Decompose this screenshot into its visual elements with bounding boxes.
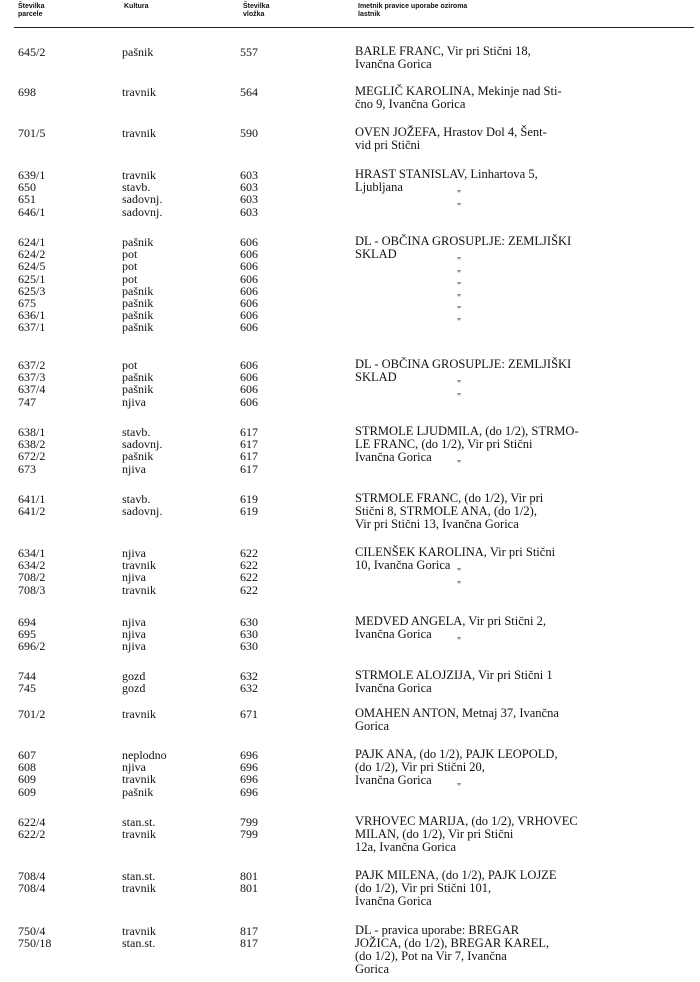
culture: stan.st. xyxy=(122,869,156,883)
entry-number: 696 xyxy=(240,760,258,775)
entry-number: 606 xyxy=(240,296,258,310)
entry-number: 606 xyxy=(240,308,258,323)
entry-number: 606 xyxy=(240,320,258,335)
entry-number: 619 xyxy=(240,504,258,519)
parcel-number: 608 xyxy=(18,760,36,775)
entry-number: 630 xyxy=(240,615,258,629)
parcel-number: 672/2 xyxy=(18,449,46,464)
culture: njiva xyxy=(122,546,146,560)
culture: travnik xyxy=(122,707,156,721)
parcel-number: 641/1 xyxy=(18,492,46,506)
entry-number: 671 xyxy=(240,707,258,721)
parcel-number: 624/1 xyxy=(18,235,46,249)
culture: njiva xyxy=(122,760,146,775)
header-owner: Imetnik pravice uporabe oziroma lastnik xyxy=(358,3,468,18)
entry-number: 617 xyxy=(240,461,258,476)
owner-text: CILENŠEK KAROLINA, Vir pri Stični 10, Ivančna Gorica xyxy=(355,545,556,572)
ditto-mark: " xyxy=(457,567,462,579)
parcel-number: 607 xyxy=(18,748,36,762)
entry-number: 590 xyxy=(240,126,258,140)
culture: pašnik xyxy=(122,370,154,385)
culture: pašnik xyxy=(122,45,154,59)
entry-number: 606 xyxy=(240,394,258,409)
entry-number: 622 xyxy=(240,570,258,585)
owner-text: STRMOLE ALOJZIJA, Vir pri Stični 1 Ivančna Gorica xyxy=(355,668,553,695)
culture: travnik xyxy=(122,168,156,182)
entry-number: 606 xyxy=(240,370,258,385)
parcel-number: 645/2 xyxy=(18,45,46,59)
ditto-mark: " xyxy=(457,305,462,317)
ditto-mark: " xyxy=(457,293,462,304)
parcel-number: 637/2 xyxy=(18,358,46,372)
parcel-number: 675 xyxy=(18,296,36,310)
parcel-number: 708/4 xyxy=(18,881,46,896)
entry-number: 564 xyxy=(240,85,258,99)
culture: stavb. xyxy=(122,425,151,439)
entry-number: 632 xyxy=(240,681,258,696)
entry-number: 817 xyxy=(240,924,258,938)
entry-number: 603 xyxy=(240,168,258,182)
entry-number: 603 xyxy=(240,204,258,219)
parcel-number: 750/4 xyxy=(18,924,46,938)
culture: pot xyxy=(122,259,138,274)
parcel-number: 650 xyxy=(18,180,36,195)
parcel-number: 646/1 xyxy=(18,204,46,219)
ditto-mark: " xyxy=(457,256,462,268)
entry-number: 619 xyxy=(240,492,258,506)
entry-number: 557 xyxy=(240,45,258,59)
culture: sadovnj. xyxy=(122,504,163,519)
culture: travnik xyxy=(122,924,156,938)
owner-text: HRAST STANISLAV, Linhartova 5, Ljubljana xyxy=(355,167,538,194)
ditto-mark: " xyxy=(457,201,462,213)
parcel-number: 708/3 xyxy=(18,582,46,597)
culture: pot xyxy=(122,358,138,372)
entry-number: 617 xyxy=(240,437,258,452)
culture: travnik xyxy=(122,881,156,896)
culture: neplodno xyxy=(122,748,167,762)
owner-text: VRHOVEC MARIJA, (do 1/2), VRHOVEC MILAN, (do 1/2), Vir pri Stični 12a, Ivančna Gorica xyxy=(355,814,578,854)
parcel-number: 745 xyxy=(18,681,36,696)
parcel-number: 651 xyxy=(18,192,36,207)
parcel-number: 622/4 xyxy=(18,815,46,829)
parcel-number: 708/2 xyxy=(18,570,46,585)
header-culture: Kultura xyxy=(124,3,149,10)
owner-text: OMAHEN ANTON, Metnaj 37, Ivančna Gorica xyxy=(355,706,559,733)
owner-text: BARLE FRANC, Vir pri Stični 18, Ivančna Gorica xyxy=(355,44,531,71)
parcel-number: 636/1 xyxy=(18,308,46,323)
culture: pot xyxy=(122,247,138,262)
entry-number: 617 xyxy=(240,449,258,464)
entry-number: 622 xyxy=(240,558,258,573)
ditto-mark: " xyxy=(457,458,462,470)
entry-number: 606 xyxy=(240,382,258,397)
owner-text: MEDVED ANGELA, Vir pri Stični 2, Ivančna Gorica xyxy=(355,614,547,641)
entry-number: 801 xyxy=(240,881,258,896)
parcel-number: 641/2 xyxy=(18,504,46,519)
ditto-mark: " xyxy=(457,280,462,292)
parcel-number: 637/1 xyxy=(18,320,46,335)
ditto-mark: " xyxy=(457,379,462,391)
culture: travnik xyxy=(122,85,156,99)
ditto-mark: " xyxy=(457,391,462,403)
entry-number: 606 xyxy=(240,259,258,274)
entry-number: 801 xyxy=(240,869,258,883)
culture: sadovnj. xyxy=(122,204,163,219)
table-header xyxy=(0,0,700,28)
culture: njiva xyxy=(122,394,146,409)
entry-number: 606 xyxy=(240,358,258,372)
culture: gozd xyxy=(122,681,146,696)
ditto-mark: " xyxy=(457,268,462,280)
entry-number: 606 xyxy=(240,283,258,298)
ditto-mark: " xyxy=(457,317,462,329)
entry-number: 603 xyxy=(240,192,258,207)
entry-number: 799 xyxy=(240,827,258,842)
culture: pašnik xyxy=(122,382,154,397)
owner-text: STRMOLE FRANC, (do 1/2), Vir pri Stični 8, STRMOLE ANA, (do 1/2), Vir pri Stični 13, Ivančna Gorica xyxy=(355,491,544,531)
entry-number: 696 xyxy=(240,784,258,799)
culture: pašnik xyxy=(122,449,154,464)
parcel-number: 624/2 xyxy=(18,247,46,262)
parcel-number: 634/2 xyxy=(18,558,46,573)
culture: pašnik xyxy=(122,283,154,298)
parcel-number: 696/2 xyxy=(18,639,46,654)
culture: stavb. xyxy=(122,180,151,195)
parcel-number: 625/1 xyxy=(18,271,46,286)
culture: pašnik xyxy=(122,320,154,335)
parcel-number: 637/3 xyxy=(18,370,46,385)
owner-text: DL - OBČINA GROSUPLJE: ZEMLJIŠKI SKLAD xyxy=(355,357,572,384)
parcel-number: 744 xyxy=(18,669,36,683)
header-parcel-number: Številka parcele xyxy=(18,3,45,18)
culture: stavb. xyxy=(122,492,151,506)
entry-number: 696 xyxy=(240,748,258,762)
culture: travnik xyxy=(122,772,156,787)
owner-text: DL - OBČINA GROSUPLJE: ZEMLJIŠKI SKLAD xyxy=(355,234,572,261)
entry-number: 799 xyxy=(240,815,258,829)
parcel-number: 698 xyxy=(18,85,36,99)
ditto-mark: " xyxy=(457,636,462,648)
parcel-number: 609 xyxy=(18,772,36,787)
owner-text: DL - pravica uporabe: BREGAR JOŽICA, (do 1/2), BREGAR KAREL, (do 1/2), Pot na Vir 7, Ivančna Gorica xyxy=(355,923,550,976)
culture: njiva xyxy=(122,615,146,629)
parcel-number: 625/3 xyxy=(18,283,46,298)
culture: pašnik xyxy=(122,235,154,249)
culture: pašnik xyxy=(122,308,154,323)
culture: travnik xyxy=(122,827,156,842)
ditto-mark: " xyxy=(457,781,462,793)
parcel-number: 701/2 xyxy=(18,707,46,721)
entry-number: 632 xyxy=(240,669,258,683)
culture: stan.st. xyxy=(122,815,156,829)
entry-number: 630 xyxy=(240,639,258,654)
entry-number: 622 xyxy=(240,546,258,560)
culture: njiva xyxy=(122,639,146,654)
parcel-number: 750/18 xyxy=(18,936,52,951)
ditto-mark: " xyxy=(457,189,462,201)
culture: gozd xyxy=(122,669,146,683)
header-divider xyxy=(14,27,694,28)
entry-number: 603 xyxy=(240,180,258,195)
culture: njiva xyxy=(122,570,146,585)
parcel-number: 634/1 xyxy=(18,546,46,560)
parcel-number: 673 xyxy=(18,461,36,476)
parcel-number: 695 xyxy=(18,627,36,642)
parcel-number: 747 xyxy=(18,394,36,409)
culture: sadovnj. xyxy=(122,437,163,452)
owner-text: MEGLIČ KAROLINA, Mekinje nad Sti- čno 9, Ivančna Gorica xyxy=(355,84,562,111)
entry-number: 696 xyxy=(240,772,258,787)
parcel-number: 622/2 xyxy=(18,827,46,842)
entry-number: 817 xyxy=(240,936,258,951)
ditto-mark: " xyxy=(457,579,462,591)
owner-text: PAJK MILENA, (do 1/2), PAJK LOJZE (do 1/2), Vir pri Stični 101, Ivančna Gorica xyxy=(355,868,557,908)
culture: travnik xyxy=(122,582,156,597)
owner-text: PAJK ANA, (do 1/2), PAJK LEOPOLD, (do 1/2), Vir pri Stični 20, Ivančna Gorica xyxy=(355,747,558,787)
parcel-number: 609 xyxy=(18,784,36,799)
parcel-number: 639/1 xyxy=(18,168,46,182)
parcel-number: 694 xyxy=(18,615,36,629)
culture: pašnik xyxy=(122,784,154,799)
parcel-number: 638/1 xyxy=(18,425,46,439)
owner-text: STRMOLE LJUDMILA, (do 1/2), STRMO- LE FRANC, (do 1/2), Vir pri Stični Ivančna Gorica xyxy=(355,424,579,464)
culture: travnik xyxy=(122,558,156,573)
parcel-number: 708/4 xyxy=(18,869,46,883)
parcel-number: 701/5 xyxy=(18,126,46,140)
entry-number: 622 xyxy=(240,582,258,597)
culture: sadovnj. xyxy=(122,192,163,207)
culture: pašnik xyxy=(122,296,154,310)
parcel-number: 624/5 xyxy=(18,259,46,274)
entry-number: 606 xyxy=(240,247,258,262)
culture: stan.st. xyxy=(122,936,156,951)
parcel-number: 638/2 xyxy=(18,437,46,452)
entry-number: 606 xyxy=(240,271,258,286)
entry-number: 630 xyxy=(240,627,258,642)
header-entry-number: Številka vložka xyxy=(243,3,270,18)
culture: njiva xyxy=(122,627,146,642)
entry-number: 617 xyxy=(240,425,258,439)
parcel-number: 637/4 xyxy=(18,382,46,397)
culture: njiva xyxy=(122,461,146,476)
culture: pot xyxy=(122,271,138,286)
culture: travnik xyxy=(122,126,156,140)
owner-text: OVEN JOŽEFA, Hrastov Dol 4, Šent- vid pri Stični xyxy=(355,125,547,152)
entry-number: 606 xyxy=(240,235,258,249)
